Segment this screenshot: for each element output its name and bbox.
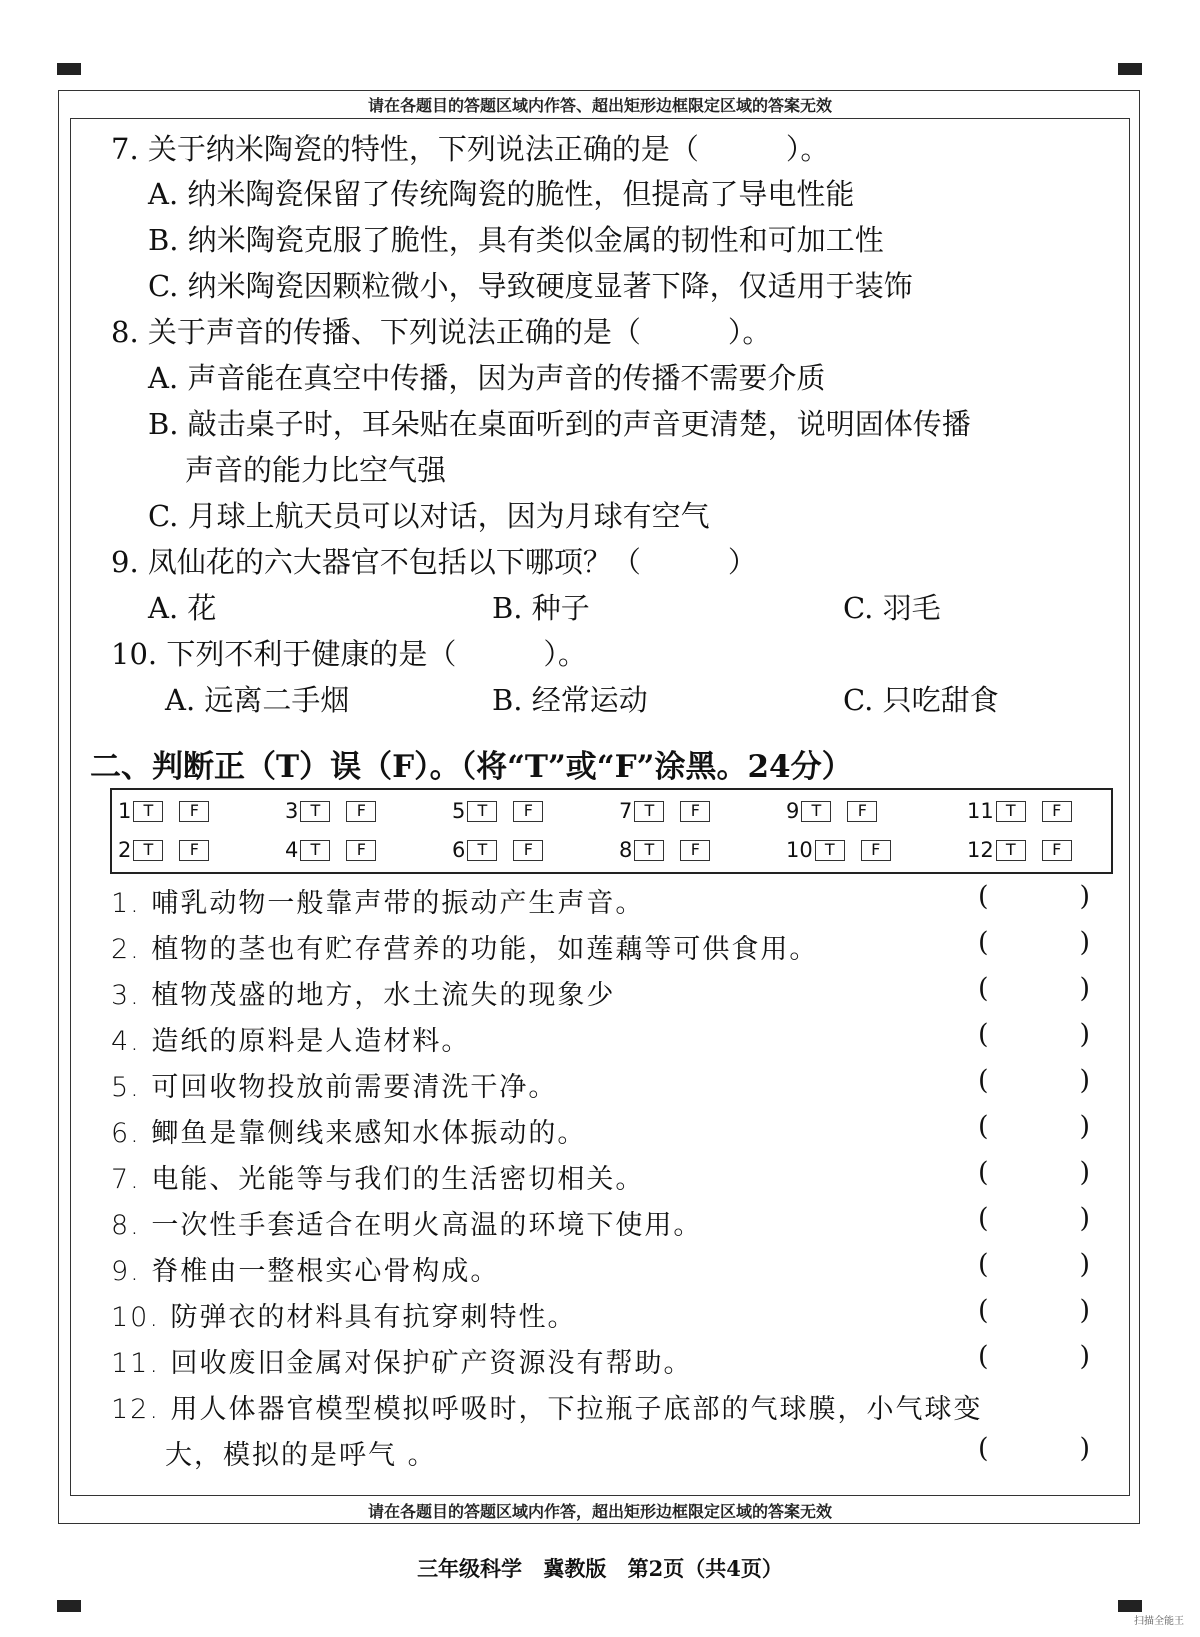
page-footer: 三年级科学 冀教版 第2页（共4页）	[417, 1556, 783, 1581]
paren-close: )	[1079, 881, 1090, 912]
f-bubble[interactable]: F	[680, 840, 710, 861]
f-bubble[interactable]: F	[179, 840, 209, 861]
t-bubble[interactable]: T	[133, 840, 163, 861]
f-bubble[interactable]: F	[346, 801, 376, 822]
paren-open: (	[978, 1203, 989, 1234]
answer-cell	[619, 799, 710, 823]
answer-number: 1	[118, 799, 132, 823]
tf-answer-blank-9[interactable]	[978, 1249, 1090, 1280]
t-bubble[interactable]: T	[996, 840, 1026, 861]
tf-answer-blank-11[interactable]	[978, 1341, 1090, 1372]
question-8-option-b-line1: B. 敲击桌子时，耳朵贴在桌面听到的声音更清楚，说明固体传播	[148, 407, 971, 441]
paren-close: )	[1079, 927, 1090, 958]
tf-question-2: 2. 植物的茎也有贮存营养的功能，如莲藕等可供食用。	[111, 934, 819, 965]
question-9-option-c: C. 羽毛	[843, 591, 941, 625]
paren-open: (	[978, 1019, 989, 1050]
answer-area-notice-top: 请在各题目的答题区域内作答、超出矩形边框限定区域的答案无效	[367, 96, 832, 115]
answer-number: 9	[786, 799, 800, 823]
tf-question-12: 12. 用人体器官模型模拟呼吸时，下拉瓶子底部的气球膜，小气球变	[111, 1394, 983, 1425]
t-bubble[interactable]: T	[996, 801, 1026, 822]
answer-cell	[285, 799, 376, 823]
answer-number: 6	[452, 838, 466, 862]
tf-question-8: 8. 一次性手套适合在明火高温的环境下使用。	[111, 1210, 703, 1241]
tf-answer-blank-4[interactable]	[978, 1019, 1090, 1050]
tf-answer-blank-2[interactable]	[978, 927, 1090, 958]
answer-number: 4	[285, 838, 299, 862]
question-10-option-a: A. 远离二手烟	[165, 683, 350, 717]
question-8-option-a: A. 声音能在真空中传播，因为声音的传播不需要介质	[148, 361, 826, 395]
registration-marker-bottom-left	[57, 1600, 81, 1612]
registration-marker-top-left	[57, 63, 81, 75]
paren-open: (	[978, 1341, 989, 1372]
tf-question-6: 6. 鲫鱼是靠侧线来感知水体振动的。	[111, 1118, 587, 1149]
tf-question-11: 11. 回收废旧金属对保护矿产资源没有帮助。	[111, 1348, 693, 1379]
tf-answer-blank-8[interactable]	[978, 1203, 1090, 1234]
f-bubble[interactable]: F	[179, 801, 209, 822]
paren-close: )	[1079, 1341, 1090, 1372]
paren-open: (	[978, 1111, 989, 1142]
registration-marker-bottom-right	[1118, 1600, 1142, 1612]
t-bubble[interactable]: T	[467, 840, 497, 861]
f-bubble[interactable]: F	[513, 840, 543, 861]
question-10-option-c: C. 只吃甜食	[843, 683, 999, 717]
answer-number: 3	[285, 799, 299, 823]
question-10-option-b: B. 经常运动	[492, 683, 648, 717]
paren-open: (	[978, 1433, 989, 1464]
question-7-option-c: C. 纳米陶瓷因颗粒微小，导致硬度显著下降，仅适用于装饰	[148, 269, 913, 303]
paren-close: )	[1079, 1111, 1090, 1142]
paren-close: )	[1079, 1295, 1090, 1326]
question-8-stem: 8. 关于声音的传播、下列说法正确的是（ ）。	[111, 315, 772, 349]
tf-answer-blank-7[interactable]	[978, 1157, 1090, 1188]
answer-number: 5	[452, 799, 466, 823]
answer-number: 10	[786, 838, 813, 862]
paren-close: )	[1079, 1019, 1090, 1050]
paren-close: )	[1079, 1203, 1090, 1234]
answer-cell	[452, 838, 543, 862]
section-2-title: 二、判断正（T）误（F）。（将“T”或“F”涂黑。24分）	[90, 749, 853, 785]
answer-number: 8	[619, 838, 633, 862]
tf-answer-blank-3[interactable]	[978, 973, 1090, 1004]
t-bubble[interactable]: T	[634, 840, 664, 861]
tf-question-9: 9. 脊椎由一整根实心骨构成。	[111, 1256, 500, 1287]
f-bubble[interactable]: F	[847, 801, 877, 822]
tf-question-7: 7. 电能、光能等与我们的生活密切相关。	[111, 1164, 645, 1195]
answer-number: 7	[619, 799, 633, 823]
answer-number: 12	[967, 838, 994, 862]
paren-close: )	[1079, 1157, 1090, 1188]
tf-question-12-continuation: 大，模拟的是呼气 。	[165, 1440, 437, 1471]
question-9-option-b: B. 种子	[492, 591, 590, 625]
t-bubble[interactable]: T	[815, 840, 845, 861]
answer-cell	[118, 838, 209, 862]
tf-question-10: 10. 防弹衣的材料具有抗穿刺特性。	[111, 1302, 577, 1333]
paren-close: )	[1079, 973, 1090, 1004]
question-8-option-c: C. 月球上航天员可以对话，因为月球有空气	[148, 499, 710, 533]
tf-question-5: 5. 可回收物投放前需要清洗干净。	[111, 1072, 558, 1103]
answer-cell	[285, 838, 376, 862]
question-9-option-a: A. 花	[148, 591, 217, 625]
paren-close: )	[1079, 1065, 1090, 1096]
paren-open: (	[978, 1295, 989, 1326]
t-bubble[interactable]: T	[634, 801, 664, 822]
paren-open: (	[978, 1065, 989, 1096]
answer-cell	[118, 799, 209, 823]
tf-answer-blank-10[interactable]	[978, 1295, 1090, 1326]
paren-close: )	[1079, 1433, 1090, 1464]
question-10-stem: 10. 下列不利于健康的是（ ）。	[111, 637, 587, 671]
question-7-option-a: A. 纳米陶瓷保留了传统陶瓷的脆性，但提高了导电性能	[148, 177, 855, 211]
question-7-stem: 7. 关于纳米陶瓷的特性，下列说法正确的是（ ）。	[111, 132, 830, 166]
tf-question-1: 1. 哺乳动物一般靠声带的振动产生声音。	[111, 888, 645, 919]
t-bubble[interactable]: T	[467, 801, 497, 822]
f-bubble[interactable]: F	[861, 840, 891, 861]
answer-area-notice-bottom: 请在各题目的答题区域内作答，超出矩形边框限定区域的答案无效	[367, 1502, 832, 1521]
f-bubble[interactable]: F	[346, 840, 376, 861]
tf-answer-blank-6[interactable]	[978, 1111, 1090, 1142]
paren-open: (	[978, 1249, 989, 1280]
answer-number: 11	[967, 799, 994, 823]
t-bubble[interactable]: T	[801, 801, 831, 822]
answer-number: 2	[118, 838, 132, 862]
t-bubble[interactable]: T	[133, 801, 163, 822]
answer-cell	[452, 799, 543, 823]
registration-marker-top-right	[1118, 63, 1142, 75]
true-false-answer-grid	[110, 788, 1113, 874]
f-bubble[interactable]: F	[1042, 801, 1072, 822]
tf-question-4: 4. 造纸的原料是人造材料。	[111, 1026, 471, 1057]
t-bubble[interactable]: T	[300, 801, 330, 822]
question-9-stem: 9. 凤仙花的六大器官不包括以下哪项？（ ）	[111, 545, 757, 579]
answer-cell	[786, 799, 877, 823]
tf-question-3: 3. 植物茂盛的地方，水土流失的现象少	[111, 980, 616, 1011]
f-bubble[interactable]: F	[1042, 840, 1072, 861]
scanner-watermark: 扫描全能王	[1134, 1616, 1184, 1627]
paren-open: (	[978, 881, 989, 912]
answer-cell	[967, 799, 1072, 823]
answer-cell	[786, 838, 891, 862]
f-bubble[interactable]: F	[513, 801, 543, 822]
paren-open: (	[978, 927, 989, 958]
answer-cell	[967, 838, 1072, 862]
tf-answer-blank-12[interactable]	[978, 1433, 1090, 1464]
paren-close: )	[1079, 1249, 1090, 1280]
answer-cell	[619, 838, 710, 862]
f-bubble[interactable]: F	[680, 801, 710, 822]
paren-open: (	[978, 1157, 989, 1188]
question-8-option-b-line2: 声音的能力比空气强	[185, 453, 447, 487]
tf-answer-blank-1[interactable]	[978, 881, 1090, 912]
paren-open: (	[978, 973, 989, 1004]
tf-answer-blank-5[interactable]	[978, 1065, 1090, 1096]
t-bubble[interactable]: T	[300, 840, 330, 861]
question-7-option-b: B. 纳米陶瓷克服了脆性，具有类似金属的韧性和可加工性	[148, 223, 884, 257]
